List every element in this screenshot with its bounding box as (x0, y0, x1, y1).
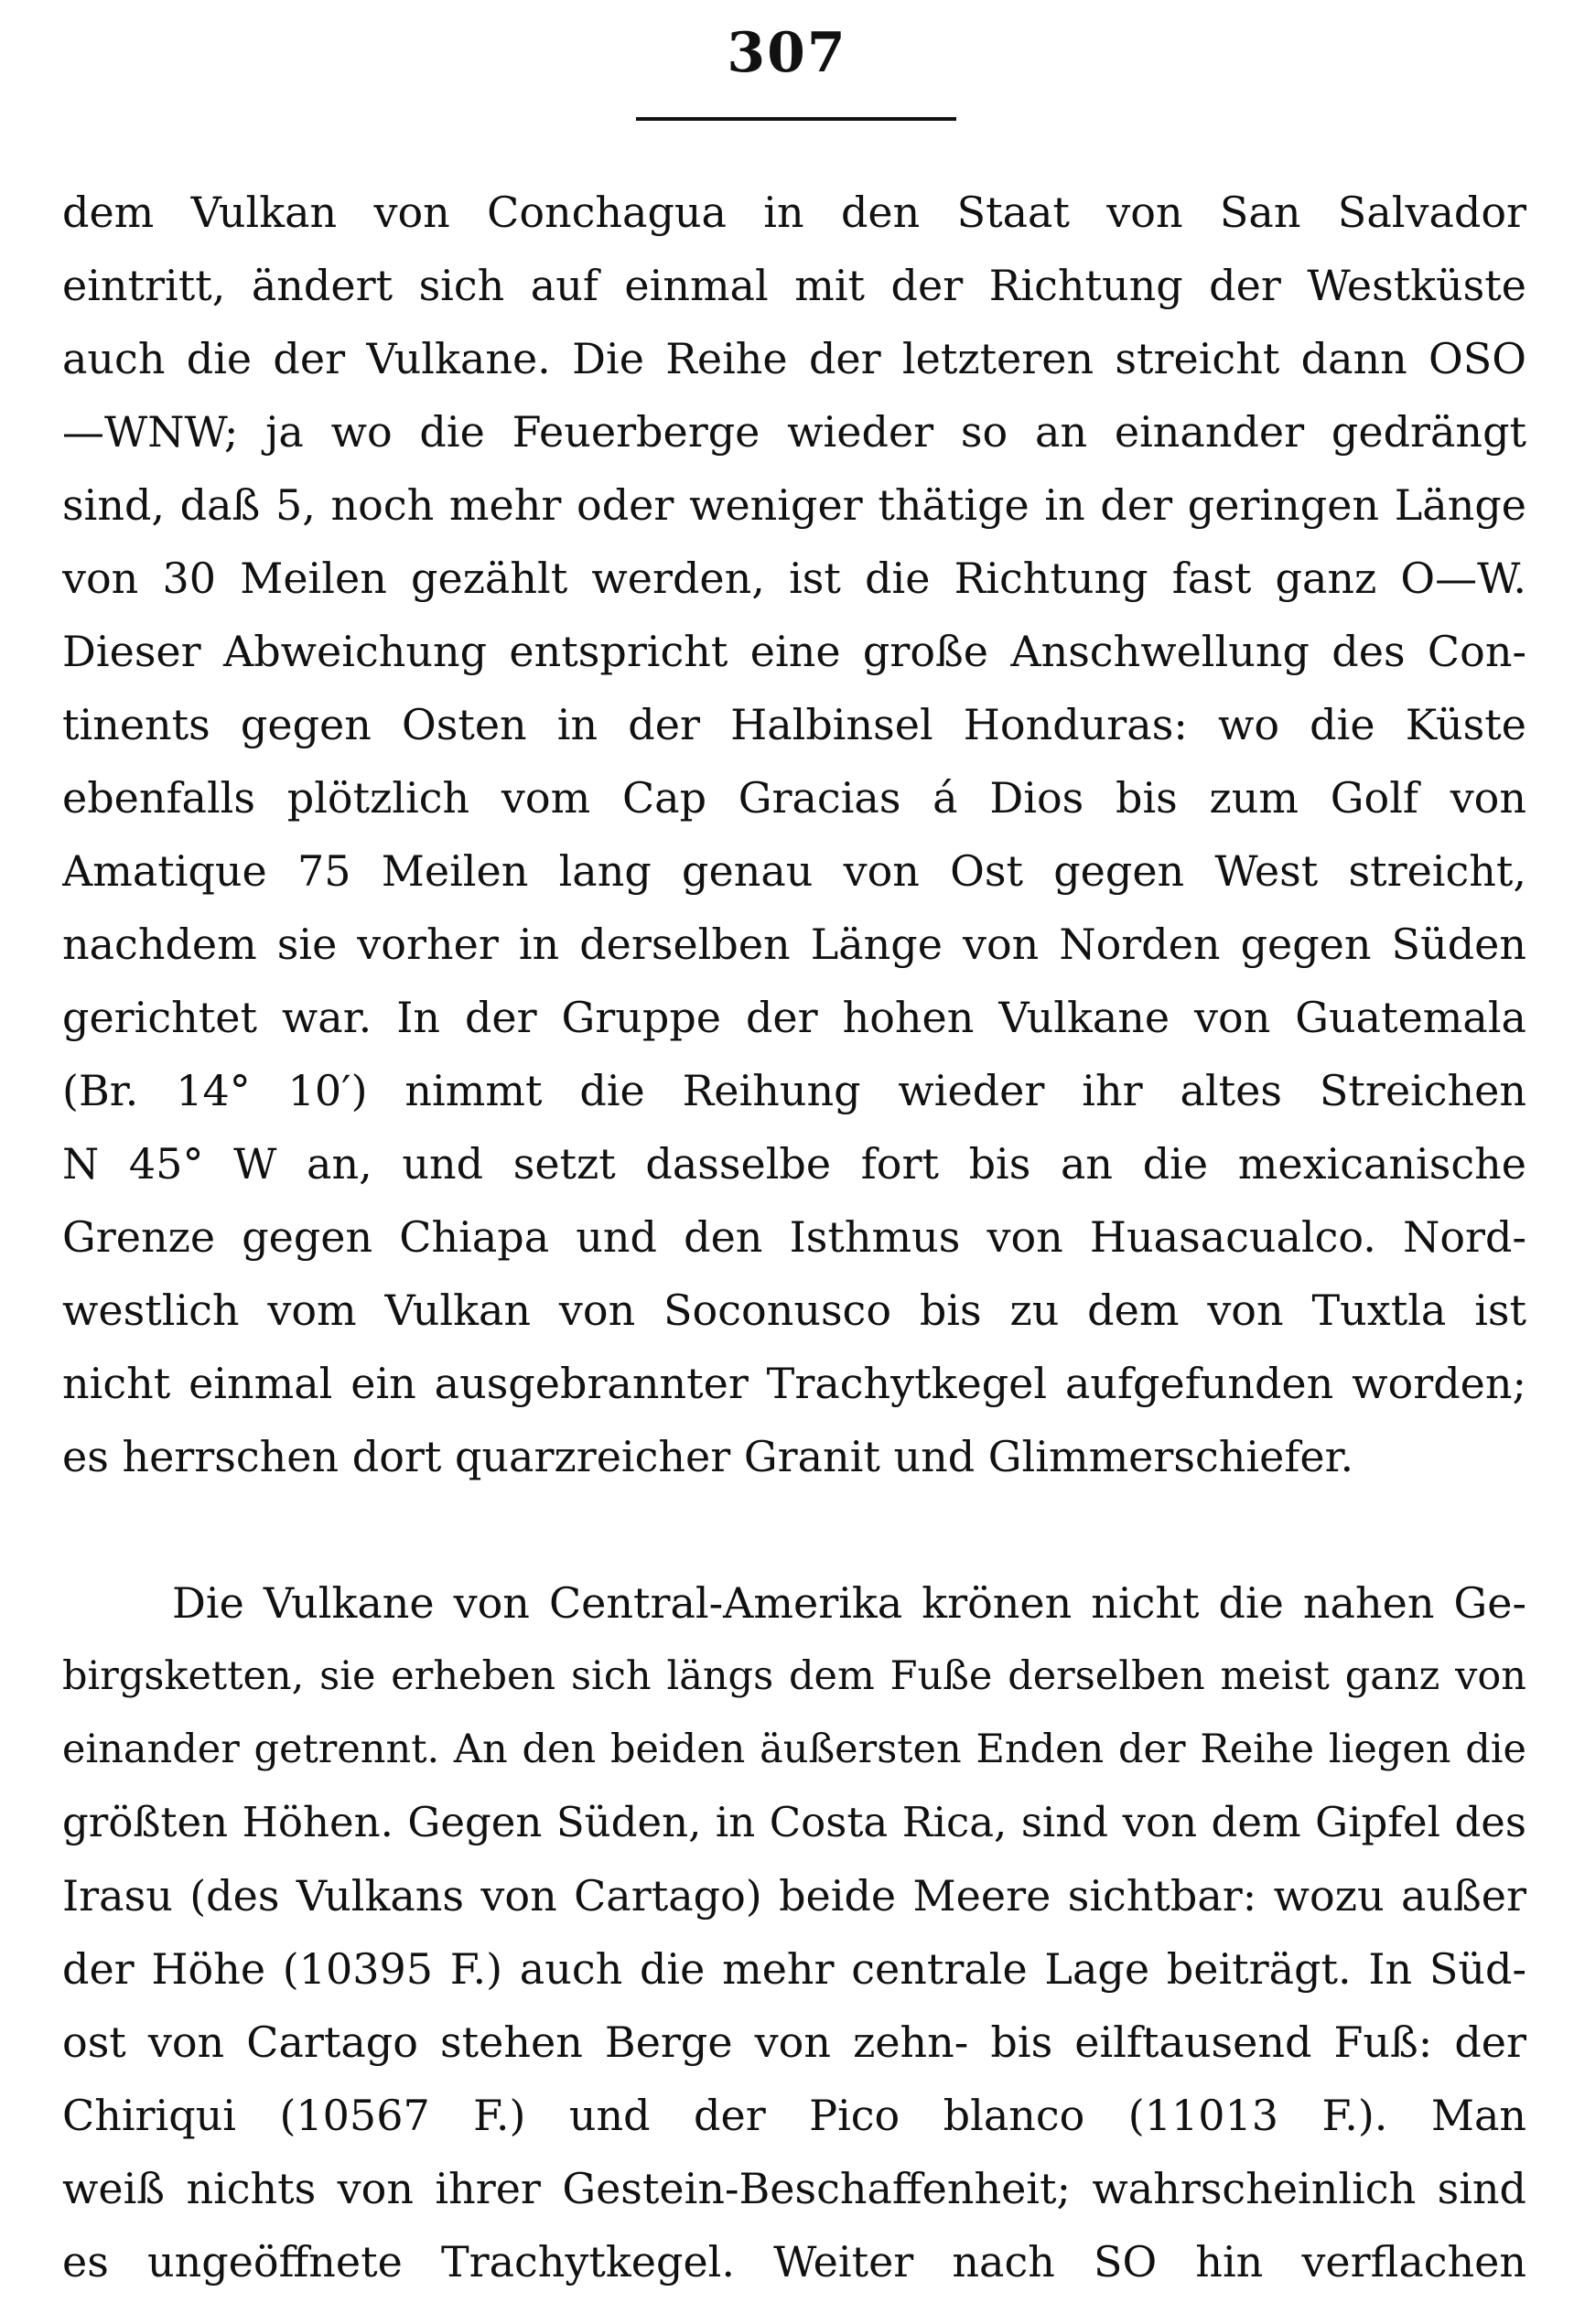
text-line: —WNW; ja wo die Feuerberge wieder so an einander gedrängt (62, 407, 1526, 457)
text-line: sind, daß 5, noch mehr oder weniger thätige in der geringen Länge (62, 480, 1526, 530)
text-line: es herrschen dort quarzreicher Granit und Glimmerschiefer. (62, 1432, 1354, 1481)
text-line: Chiriqui (10567 F.) und der Pico blanco (11013 F.). Man (62, 2091, 1526, 2140)
text-line: von 30 Meilen gezählt werden, ist die Richtung fast ganz O—W. (62, 554, 1526, 603)
text-line: ost von Cartago stehen Berge von zehn- bis eilftausend Fuß: der (62, 2017, 1526, 2067)
text-line: eintritt, ändert sich auf einmal mit der Richtung der Westküste (62, 261, 1526, 310)
text-line: größten Höhen. Gegen Süden, in Costa Rica, sind von dem Gipfel des (62, 1798, 1526, 1846)
text-line: einander getrennt. An den beiden äußersten Enden der Reihe liegen die (62, 1727, 1526, 1772)
text-line: westlich vom Vulkan von Soconusco bis zu dem von Tuxtla ist (62, 1286, 1526, 1335)
text-line: dem Vulkan von Conchagua in den Staat von San Salvador (62, 188, 1526, 237)
text-line: (Br. 14° 10′) nimmt die Reihung wieder ihr altes Streichen (62, 1066, 1526, 1115)
page-number: 307 (727, 21, 847, 85)
text-line: Amatique 75 Meilen lang genau von Ost gegen West streicht, (62, 846, 1526, 896)
text-line: weiß nichts von ihrer Gestein-Beschaffenheit; wahrscheinlich sind (62, 2164, 1526, 2213)
text-line: nachdem sie vorher in derselben Länge von Norden gegen Süden (62, 920, 1526, 969)
text-line: gerichtet war. In der Gruppe der hohen Vulkane von Guatemala (62, 993, 1526, 1042)
text-line: der Höhe (10395 F.) auch die mehr centrale Lage beiträgt. In Süd- (62, 1944, 1526, 1994)
text-line: tinents gegen Osten in der Halbinsel Honduras: wo die Küste (62, 700, 1526, 749)
text-line: nicht einmal ein ausgebrannter Trachytkegel aufgefunden worden; (62, 1359, 1526, 1408)
text-line: Grenze gegen Chiapa und den Isthmus von Huasacualco. Nord- (62, 1212, 1526, 1262)
text-line: birgsketten, sie erheben sich längs dem Fuße derselben meist ganz von (62, 1653, 1526, 1699)
text-line: Dieser Abweichung entspricht eine große Anschwellung des Con- (62, 627, 1526, 676)
paragraph-1 (62, 176, 1526, 1493)
header-rule (636, 117, 956, 121)
text-line: N 45° W an, und setzt dasselbe fort bis an die mexicanische (62, 1139, 1526, 1189)
text-line: es ungeöffnete Trachytkegel. Weiter nach SO hin verflachen (62, 2237, 1526, 2286)
text-line: Irasu (des Vulkans von Cartago) beide Meere sichtbar: wozu außer (62, 1871, 1526, 1921)
paragraph-2 (62, 1566, 1526, 2298)
text-line: auch die der Vulkane. Die Reihe der letzteren streicht dann OSO (62, 334, 1526, 383)
text-line: Die Vulkane von Central-Amerika krönen nicht die nahen Ge- (172, 1578, 1526, 1628)
text-line: ebenfalls plötzlich vom Cap Gracias á Dios bis zum Golf von (62, 773, 1526, 823)
